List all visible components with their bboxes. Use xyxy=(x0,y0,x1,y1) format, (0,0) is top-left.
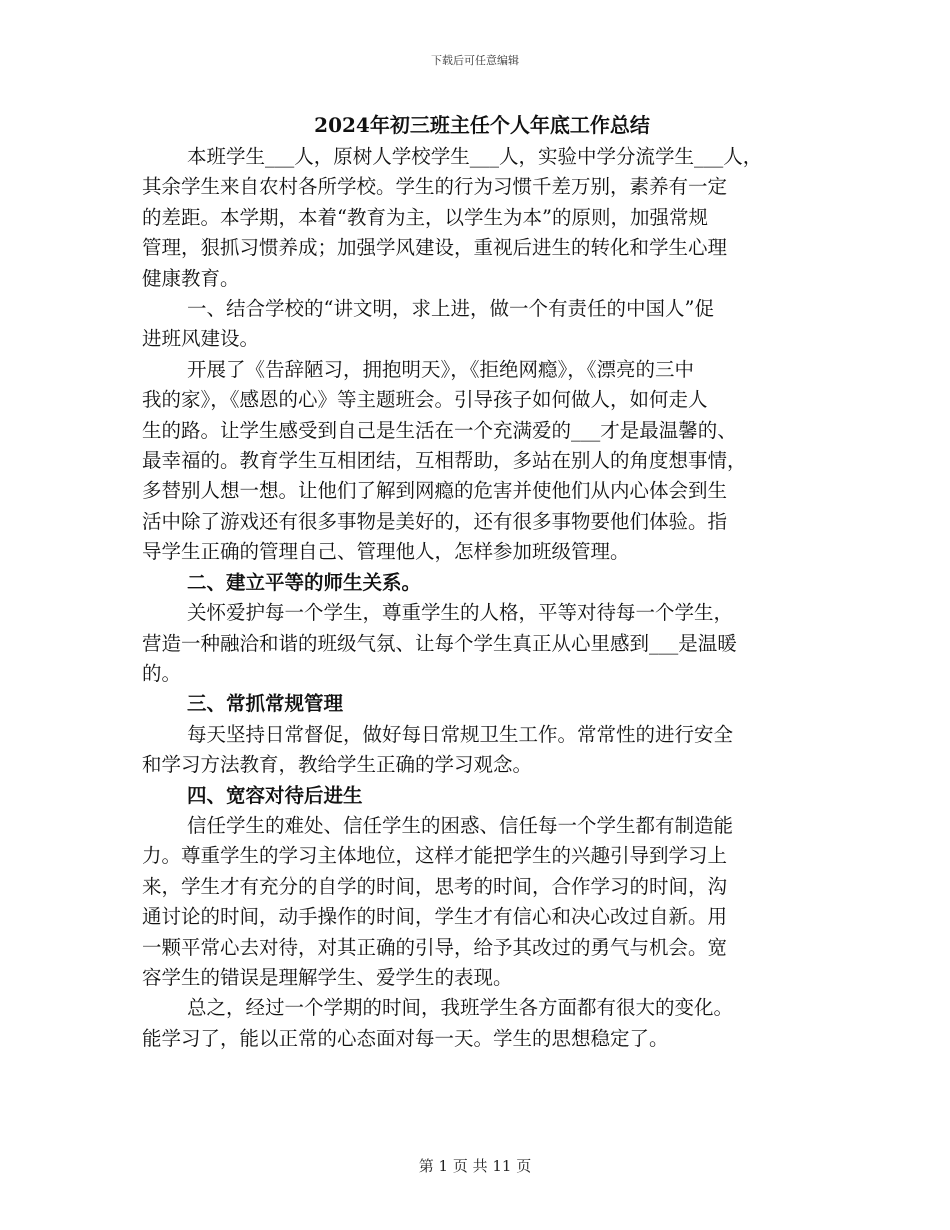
page-header-note: 下载后可任意编辑 xyxy=(431,54,519,67)
paragraph-line: 管理，狠抓习惯养成；加强学风建设，重视后进生的转化和学生心理 xyxy=(142,236,728,260)
section-heading xyxy=(142,568,812,598)
page-number: 第 1 页 共 11 页 xyxy=(418,1157,532,1175)
paragraph-line: 营造一种融洽和谐的班级气氛、让每个学生真正从心里感到___是温暖 xyxy=(142,631,737,655)
section-heading xyxy=(142,689,812,719)
paragraph-line: 最幸福的。教育学生互相团结，互相帮助，多站在别人的角度想事情， xyxy=(142,449,747,473)
section-heading-text: 四、宽容对待后进生 xyxy=(187,783,363,807)
paragraph xyxy=(142,598,812,689)
paragraph-line: 一颗平常心去对待，对其正确的引导，给予其改过的勇气与机会。宽 xyxy=(142,935,728,959)
paragraph-line: 和学习方法教育，教给学生正确的学习观念。 xyxy=(142,753,533,777)
paragraph xyxy=(142,355,812,568)
document-body xyxy=(142,108,812,1054)
paragraph xyxy=(142,294,812,355)
paragraph-line: 来，学生才有充分的自学的时间，思考的时间，合作学习的时间，沟 xyxy=(142,874,728,898)
section-heading-text: 三、常抓常规管理 xyxy=(187,692,344,716)
paragraph-line: 一、结合学校的“讲文明，求上进，做一个有责任的中国人”促 xyxy=(187,297,714,321)
paragraph-line: 本班学生___人，原树人学校学生___人，实验中学分流学生___人， xyxy=(187,145,763,168)
paragraph-line: 总之，经过一个学期的时间，我班学生各方面都有很大的变化。 xyxy=(187,996,734,1020)
paragraph-line: 的差距。本学期，本着“教育为主，以学生为本”的原则，加强常规 xyxy=(142,205,708,229)
paragraph-list xyxy=(142,142,812,1054)
paragraph-line: 我的家》，《感恩的心》等主题班会。引导孩子如何做人，如何走人 xyxy=(142,388,708,412)
paragraph-line: 力。尊重学生的学习主体地位，这样才能把学生的兴趣引导到学习上 xyxy=(142,844,728,868)
paragraph-line: 通讨论的时间，动手操作的时间，学生才有信心和决心改过自新。用 xyxy=(142,905,728,929)
section-heading xyxy=(142,781,812,811)
paragraph xyxy=(142,811,812,993)
paragraph-line: 多替别人想一想。让他们了解到网瘾的危害并使他们从内心体会到生 xyxy=(142,479,728,503)
paragraph-line: 其余学生来自农村各所学校。学生的行为习惯千差万别，素养有一定 xyxy=(142,175,728,199)
paragraph-line: 活中除了游戏还有很多事物是美好的，还有很多事物要他们体验。指 xyxy=(142,509,728,533)
section-heading-text: 二、建立平等的师生关系。 xyxy=(187,570,422,594)
document-title: 2024年初三班主任个人年底工作总结 xyxy=(314,113,650,137)
paragraph-line: 生的路。让学生感受到自己是生活在一个充满爱的___才是最温馨的、 xyxy=(142,418,737,442)
paragraph-line: 健康教育。 xyxy=(142,266,240,290)
paragraph-line: 每天坚持日常督促，做好每日常规卫生工作。常常性的进行安全 xyxy=(187,722,734,746)
paragraph xyxy=(142,720,812,781)
paragraph xyxy=(142,142,812,294)
paragraph xyxy=(142,993,812,1054)
paragraph-line: 进班风建设。 xyxy=(142,327,260,351)
paragraph-line: 信任学生的难处、信任学生的困惑、信任每一个学生都有制造能 xyxy=(187,813,734,837)
paragraph-line: 导学生正确的管理自己、管理他人，怎样参加班级管理。 xyxy=(142,540,630,564)
paragraph-line: 容学生的错误是理解学生、爱学生的表现。 xyxy=(142,965,513,989)
paragraph-line: 的。 xyxy=(142,661,182,685)
paragraph-line: 关怀爱护每一个学生，尊重学生的人格，平等对待每一个学生， xyxy=(187,601,734,625)
paragraph-line: 开展了《告辞陋习，拥抱明天》，《拒绝网瘾》，《漂亮的三中 xyxy=(187,357,695,381)
paragraph-line: 能学习了，能以正常的心态面对每一天。学生的思想稳定了。 xyxy=(142,1026,669,1050)
